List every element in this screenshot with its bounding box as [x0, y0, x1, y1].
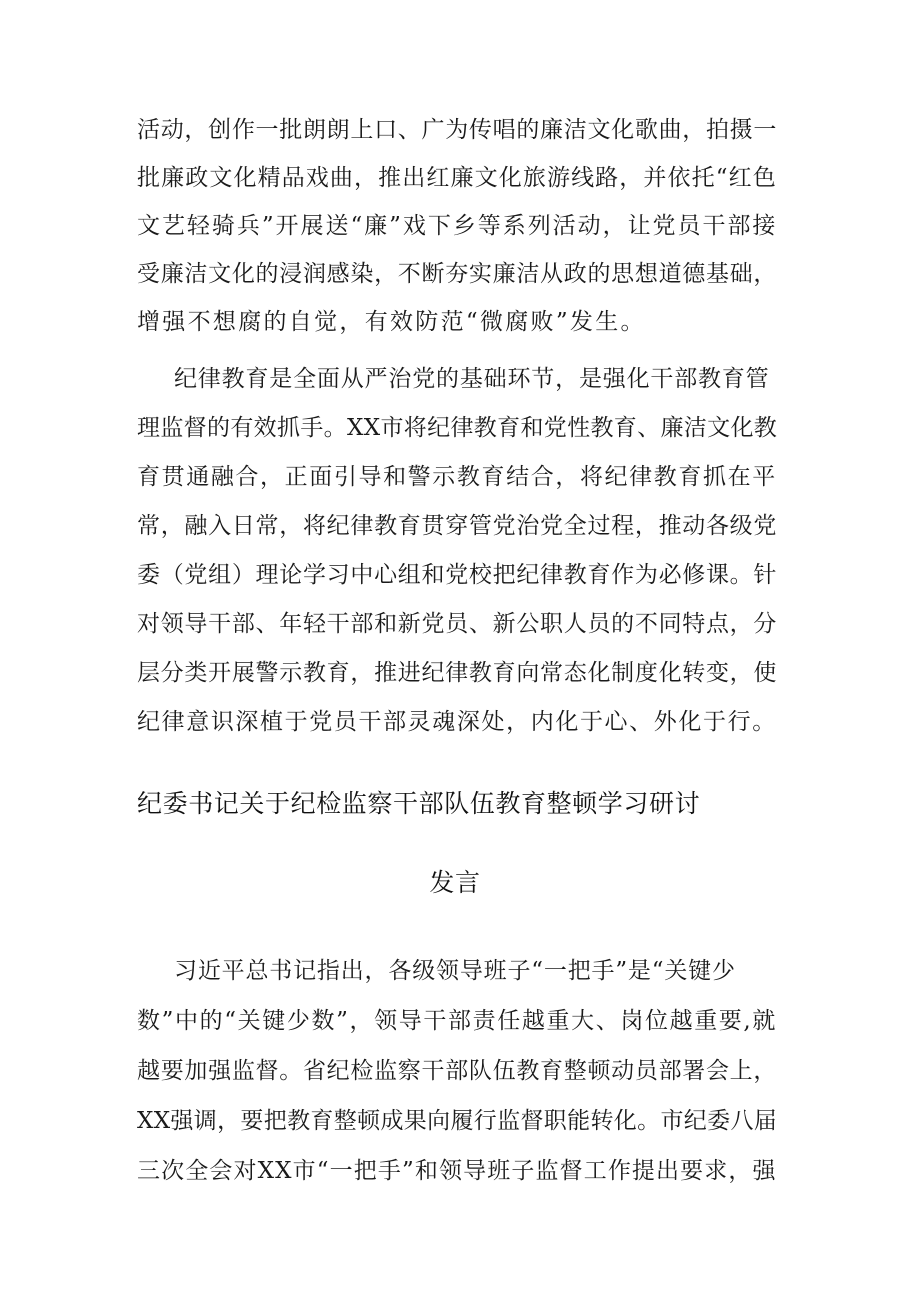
paragraph-line: 增强不想腐的自觉，有效防范“微腐败”发生。 [137, 309, 646, 335]
title-line-2: 发言 [429, 868, 481, 897]
paragraph-line: 习近平总书记指出，各级领导班子“一把手”是“关键少 [174, 958, 736, 984]
paragraph-line: 对领导干部、年轻干部和新党员、新公职人员的不同特点，分 [137, 611, 778, 637]
title-line-1: 纪委书记关于纪检监察干部队伍教育整顿学习研讨 [137, 789, 701, 818]
paragraph-line: 育贯通融合，正面引导和警示教育结合，将纪律教育抓在平 [137, 464, 777, 490]
paragraph-line: 纪律意识深植于党员干部灵魂深处，内化于心、外化于行。 [137, 709, 777, 735]
paragraph-line: 数”中的“关键少数”，领导干部责任越重大、岗位越重要,就 [137, 1008, 777, 1034]
paragraph-line: 纪律教育是全面从严治党的基础环节，是强化干部教育管 [174, 366, 770, 392]
paragraph-line: 批廉政文化精品戏曲，推出红廉文化旅游线路，并依托“红色 [137, 165, 777, 191]
paragraph-line: 层分类开展警示教育，推进纪律教育向常态化制度化转变，使 [137, 660, 778, 686]
paragraph-line: 文艺轻骑兵”开展送“廉”戏下乡等系列活动，让党员干部接 [137, 213, 778, 239]
paragraph-line: 理监督的有效抓手。XX市将纪律教育和党性教育、廉洁文化教 [137, 415, 778, 441]
paragraph-line: 活动，创作一批朗朗上口、广为传唱的廉洁文化歌曲，拍摄一 [137, 117, 778, 143]
paragraph-line: 常，融入日常，将纪律教育贯穿管党治党全过程，推动各级党 [137, 513, 778, 539]
paragraph-line: XX强调，要把教育整顿成果向履行监督职能转化。市纪委八届 [137, 1108, 778, 1134]
paragraph-line: 受廉洁文化的浸润感染，不断夯实廉洁从政的思想道德基础， [137, 261, 778, 287]
paragraph-line: 越要加强监督。省纪检监察干部队伍教育整顿动员部署会上， [137, 1058, 778, 1084]
paragraph-line: 三次全会对XX市“一把手”和领导班子监督工作提出要求，强 [137, 1158, 777, 1184]
paragraph-line: 委（党组）理论学习中心组和党校把纪律教育作为必修课。针 [137, 562, 778, 588]
